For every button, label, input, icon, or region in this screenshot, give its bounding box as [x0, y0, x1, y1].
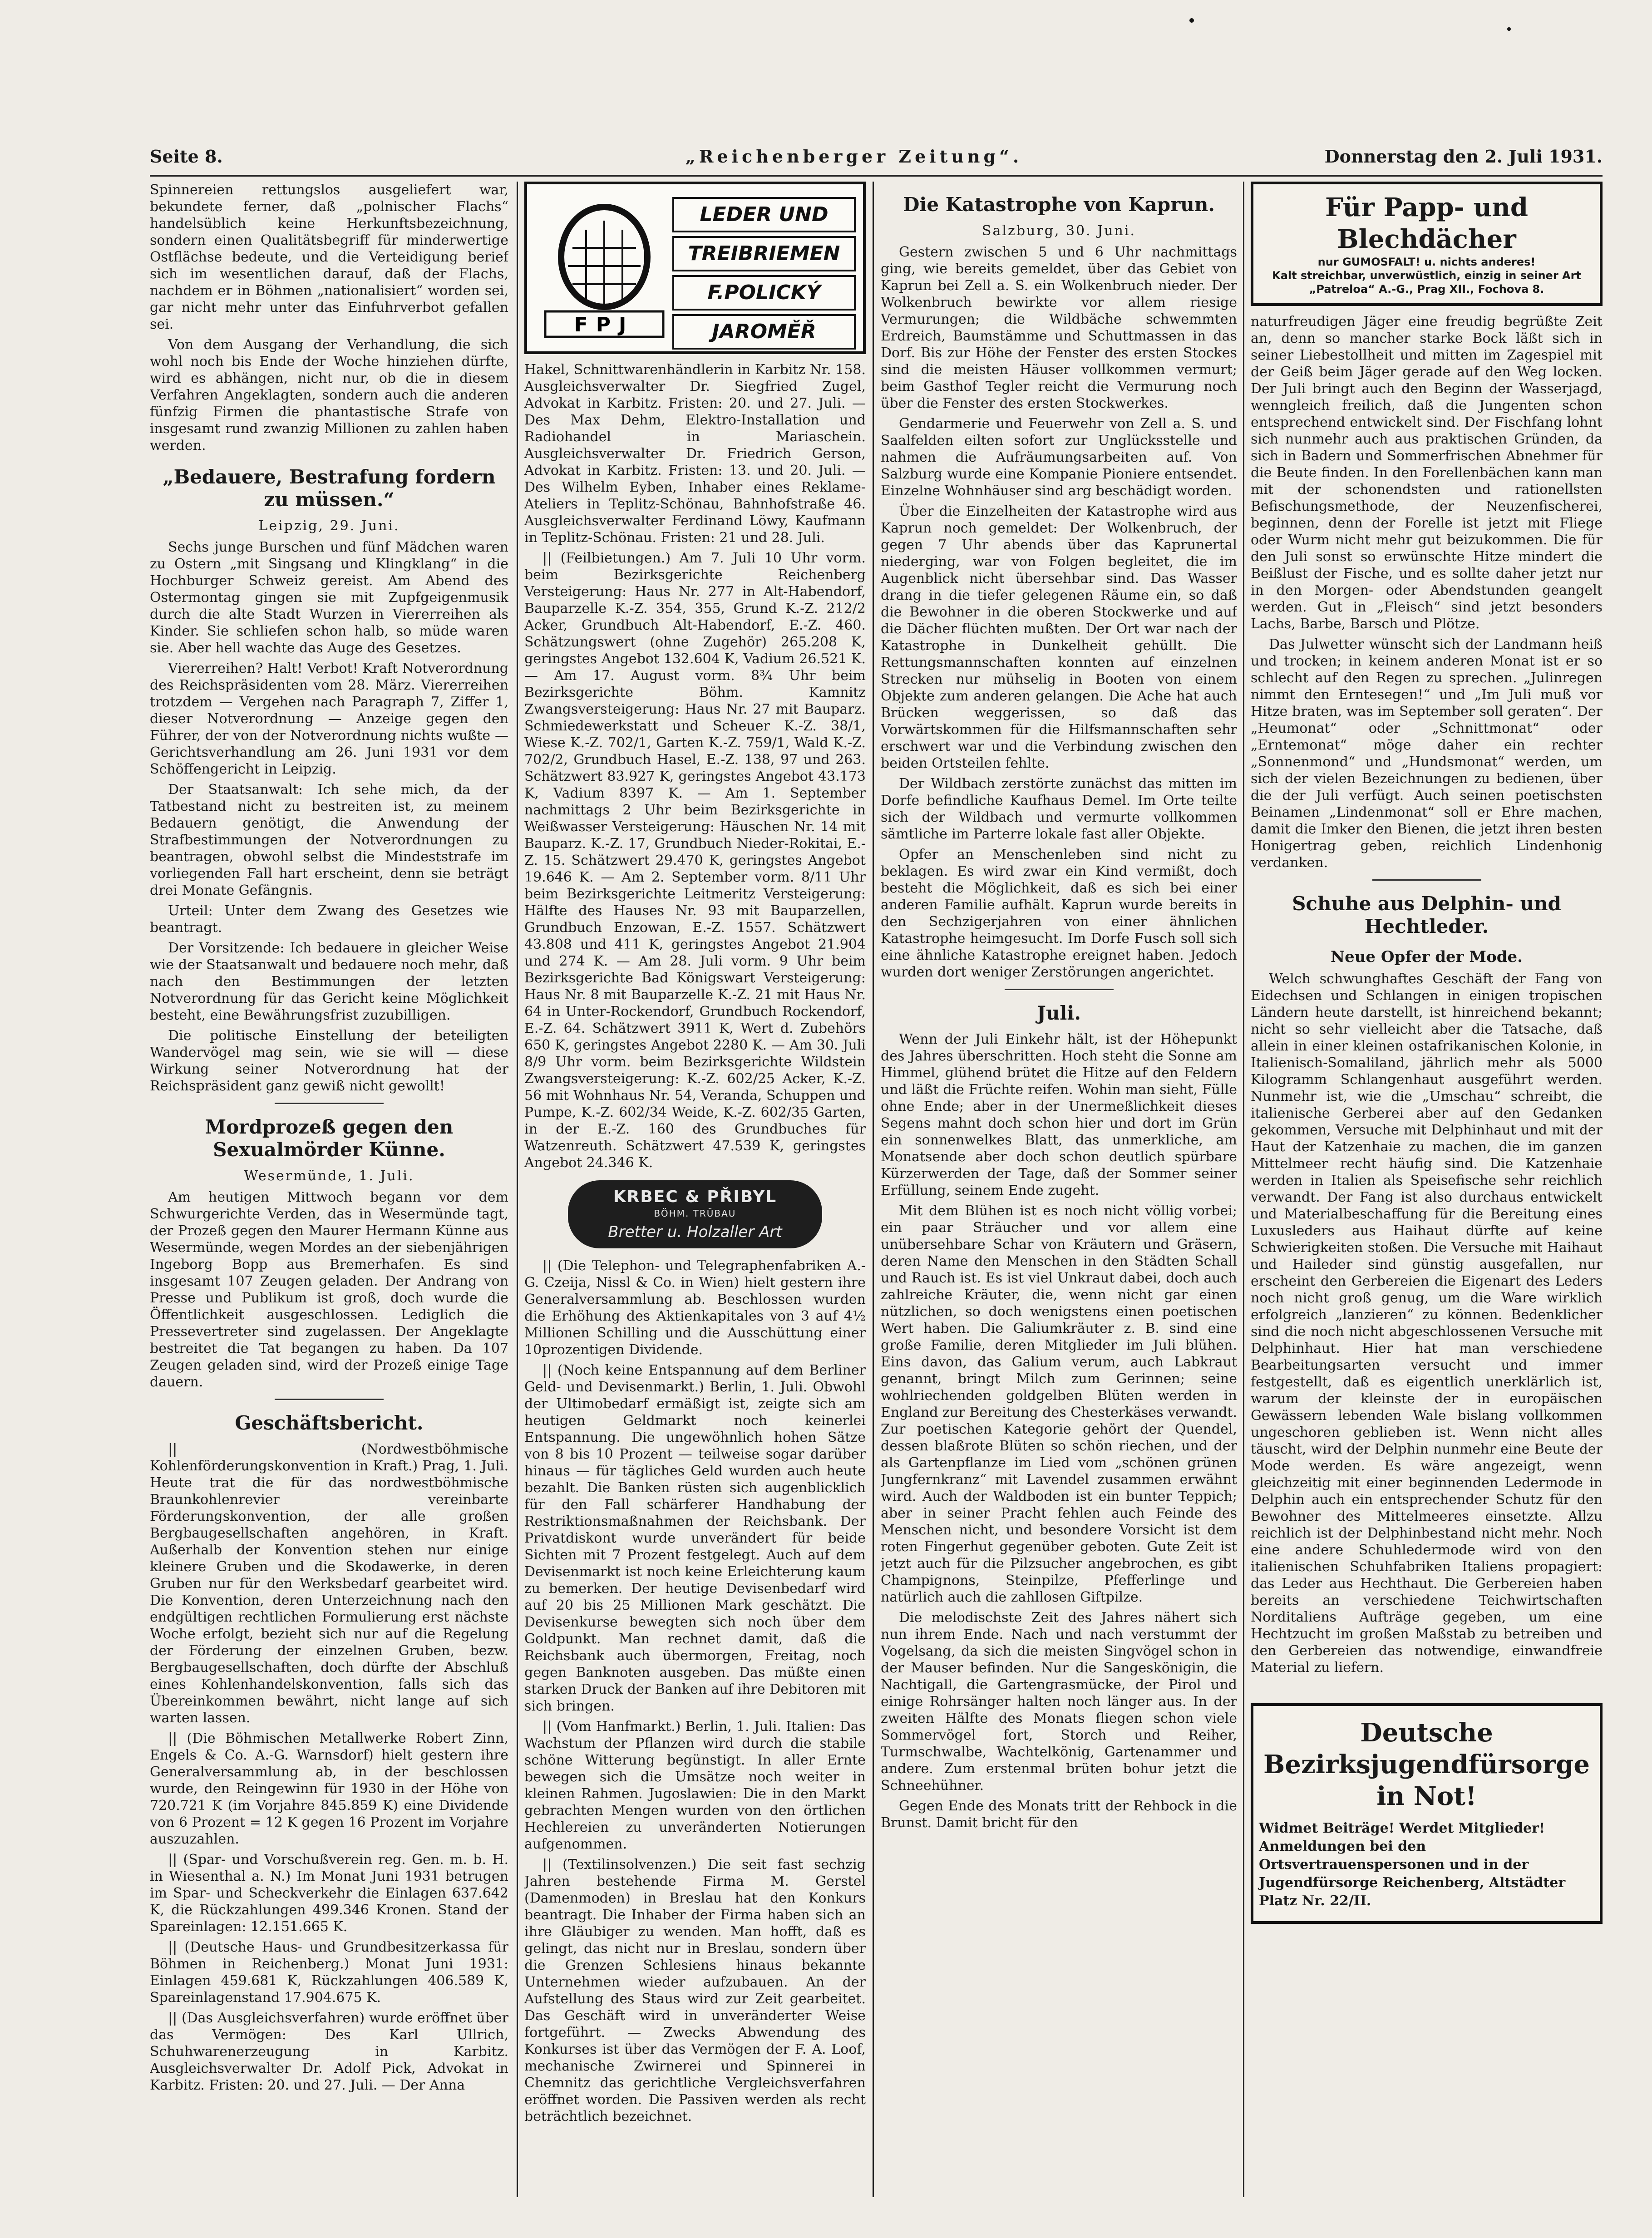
column-1: [150, 182, 508, 2197]
section-divider: [275, 1103, 384, 1104]
issue-date: Donnerstag den 2. Juli 1931.: [1324, 146, 1603, 167]
article-paragraph: Von dem Ausgang der Verhandlung, die sich wohl noch bis Ende der Woche hinziehen dürfte, wird es abhängen, nicht nur, ob die in diesem Verfahren Angeklagten, sondern auch die anderen fünfzig Firmen die phantastische Strafe von insgesamt rund zwanzig Millionen zu zahlen haben werden.: [150, 337, 508, 454]
column-3: [881, 182, 1237, 2197]
ad-line: TREIBRIEMEN: [672, 236, 856, 271]
headline-geschaeftsbericht: Geschäftsbericht.: [235, 1412, 424, 1434]
business-note: || (Die Telephon- und Telegraphenfabriken A.-G. Czeija, Nissl & Co. in Wien) hielt gestern ihre Generalversammlung ab. Beschlossen wurden die Erhöhung des Aktienkapitales von 3 auf 4½ Millionen Schilling und die Ausschüttung einer 10prozentigen Dividende.: [524, 1258, 866, 1358]
article-paragraph: Spinnereien rettungslos ausgeliefert war, bekundete ferner, daß „polnischer Flachs“ handelsüblich keine Herkunftsbezeichnung, sondern einen Qualitätsbegriff für minderwertige Ostflächse bedeute, und die Verteidigung berief sich im wesentlichen darauf, daß der Flachs, nachdem er in Böhmen „nationalisiert“ worden sei, gar nicht mehr unter das Einfuhrverbot gefallen sei.: [150, 182, 508, 332]
page-number: Seite 8.: [150, 146, 223, 167]
business-note: || (Die Böhmischen Metallwerke Robert Zinn, Engels & Co. A.-G. Warnsdorf) hielt gestern ihre Generalversammlung ab, in der beschlossen wurde, den Reingewinn für 1930 in der Höhe von 720.721 K (im Vorjahre 845.859 K) eine Dividende von 6 Prozent = 12 K gegen 16 Prozent im Vorjahre auszuzahlen.: [150, 1730, 508, 1847]
dateline: Wesermünde, 1. Juli.: [244, 1168, 414, 1184]
newspaper-title: „Reichenberger Zeitung“.: [685, 146, 1023, 167]
article-paragraph: Gegen Ende des Monats tritt der Rehbock in die Brunst. Damit bricht für den: [881, 1798, 1237, 1831]
section-divider: [1005, 989, 1114, 990]
article-paragraph: Die melodischste Zeit des Jahres nähert sich nun ihrem Ende. Nach und nach verstummt der Vogelsang, da sich die meisten Singvögel schon in der Mauser befinden. Nur die Sangeskönigin, die Nachtigall, die Gartengrasmücke, der Pirol und einige Rohrsänger halten noch länger aus. In der zweiten Hälfte des Monats fliegen schon viele Sommervögel fort, Storch und Reiher, Turmschwalbe, Wachtelkönig, Gartenammer und andere. Zum erstenmal brüten bohur jetzt die Schneehühner.: [881, 1610, 1237, 1794]
business-note: Hakel, Schnittwarenhändlerin in Karbitz Nr. 158. Ausgleichsverwalter Dr. Siegfried Zugel, Advokat in Karbitz. Fristen: 20. und 27. Juli. — Des Max Dehm, Elektro-Installation und Radiohandel in Mariaschein. Ausgleichsverwalter Dr. Friedrich Gerson, Advokat in Karbitz. Fristen: 13. und 20. Juli. — Des Wilhelm Eyben, Inhaber eines Reklame-Ateliers in Teplitz-Schönau, Bahnhofstraße 46. Ausgleichsverwalter Ferdinand Löwy, Kaufmann in Teplitz-Schönau. Fristen: 21 und 28. Juli.: [524, 362, 866, 546]
article-paragraph: naturfreudigen Jäger eine freudig begrüßte Zeit an, denn so mancher starke Bock läßt sich in seiner Liebestollheit und mitten im Zagespiel mit der Geiß beim Jäger gerade auf den Weg locken. Der Juli bringt auch den Beginn der Wasserjagd, wenngleich freilich, daß die Jungenten schon entsprechend entwickelt sind. Der Fischfang lohnt sich nunmehr auch aus praktischen Gründen, da sich in Badern und Sommerfrischen Abnehmer für die Beute finden. In den Forellenbächen kann man mit der schonendsten und rationellsten Befischungsmethode, der Neuzenfischerei, beginnen, denn der Forelle ist jetzt mit Fliege oder Wurm nicht mehr gut beizukommen. Die für den Juli sonst so erwünschte Hitze mindert die Beißlust der Fische, und es sollte daher jetzt nur in den Morgen- oder Abendstunden geangelt werden. Gut in „Fleisch“ sind jetzt besonders Lachs, Barbe, Barsch und Plötze.: [1251, 314, 1603, 632]
article-paragraph: Gestern zwischen 5 und 6 Uhr nachmittags ging, wie bereits gemeldet, über das Gebiet von Kaprun bei Zell a. S. ein Wolkenbruch nieder. Der Wolkenbruch bewirkte vor allem riesige Vermurungen; die Wildbäche schwemmten Erdreich, Baumstämme und Schuttmassen in das Dorf. Bis zur Höhe der Fenster des ersten Stockes sind die meisten Häuser vollkommen vermurt; beim Gasthof Tegler reicht die Vermurung noch über die Fenster des ersten Stockwerkes.: [881, 244, 1237, 411]
section-divider: [1372, 879, 1481, 881]
article-paragraph: Der Staatsanwalt: Ich sehe mich, da der Tatbestand nicht zu bestreiten ist, zu meinem Bedauern genötigt, die Anwendung der Strafbestimmungen der Notverordnungen zu beantragen, obwohl selbst die Mindeststrafe im vorliegenden Fall hart erscheint, denn sie beträgt drei Monate Gefängnis.: [150, 782, 508, 898]
scan-speck: [1507, 27, 1511, 31]
headline-juli: Juli.: [1037, 1002, 1081, 1024]
ad-line: nur GUMOSFALT! u. nichts anderes!: [1317, 256, 1536, 268]
business-note: || (Feilbietungen.) Am 7. Juli 10 Uhr vorm. beim Bezirksgerichte Reichenberg Versteigerung: Haus Nr. 277 in Alt-Habendorf, Bauparzelle K.-Z. 354, 355, Grund K.-Z. 212/2 Acker, Grundbuch Alt-Habendorf, E.-Z. 460. Schätzungswert (ohne Zugehör) 265.208 K, geringstes Angebot 132.604 K, Vadium 26.521 K. — Am 17. August vorm. 8¾ Uhr beim Bezirksgerichte Böhm. Kamnitz Zwangsversteigerung: Haus Nr. 27 mit Bauparz. Schmiedewerkstatt und Scheuer K.-Z. 38/1, Wiese K.-Z. 702/1, Garten K.-Z. 759/1, Wald K.-Z. 702/2, Grundbuch Hasel, E.-Z. 138, 97 und 263. Schätzwert 83.927 K, geringstes Angebot 43.173 K, Vadium 8397 K. — Am 1. September nachmittags 2 Uhr beim Bezirksgerichte in Weißwasser Versteigerung: Häuschen Nr. 14 mit Bauparz. K.-Z. 17, Grundbuch Nieder-Rokitai, E.-Z. 15. Schätzwert 29.470 K, geringstes Angebot 19.646 K. — Am 2. September vorm. 8/11 Uhr beim Bezirksgerichte Leitmeritz Versteigerung: Hälfte des Hauses Nr. 93 mit Bauparzellen, Grundbuch Enzowan, E.-Z. 1557. Schätzwert 43.808 und 411 K, geringstes Angebot 21.904 und 274 K. — Am 28. Juli vorm. 9 Uhr beim Bezirksgerichte Bad Königswart Versteigerung: Haus Nr. 8 mit Bauparzelle K.-Z. 21 mit Haus Nr. 64 in Unter-Rockendorf, Grundbuch Rockendorf, E.-Z. 64. Schätzwert 3911 K, Wert d. Zubehörs 650 K, geringstes Angebot 2280 K. — Am 30. Juli 8/9 Uhr vorm. beim Bezirksgerichte Wildstein Zwangsversteigerung: K.-Z. 602/25 Acker, K.-Z. 56 mit Wohnhaus Nr. 54, Veranda, Schuppen und Pumpe, K.-Z. 602/34 Weide, K.-Z. 602/35 Garten, in der E.-Z. 160 des Grundbuches für Watzenreuth. Schätzwert 47.539 K, geringstes Angebot 24.346 K.: [524, 550, 866, 1171]
ad-tagline: Bretter u. Holzaller Art: [608, 1223, 782, 1241]
column-4: [1251, 182, 1603, 2197]
advertisement-jugendfuersorge: [1251, 1703, 1603, 1924]
article-paragraph: Das Julwetter wünscht sich der Landmann heiß und trocken; in keinem anderen Monat ist er so schlecht auf den Regen zu sprechen. „Julinregen nimmt den Erntesegen!“ und „Im Juli muß vor Hitze braten, was im September soll geraten“. Der „Heumonat“ oder „Schnittmonat“ oder „Erntemonat“ möge daher ein rechter „Sonnenmond“ und „Hundsmonat“ werden, um sich der vielen Bezeichnungen zu bedienen, über die der Juli verfügt. Auch seinen poetischsten Beinamen „Lindenmonat“ soll er Ehre machen, damit die Imker den Bienen, die jetzt ihren besten Honigertrag geben, reichlich Lindenhonig verdanken.: [1251, 636, 1603, 871]
headline-mordprozess: Mordprozeß gegen den Sexualmörder Künne.: [205, 1116, 454, 1161]
masthead: [150, 146, 1603, 173]
article-paragraph: Urteil: Unter dem Zwang des Gesetzes wie beantragt.: [150, 903, 508, 936]
column-divider-1: [517, 182, 518, 2197]
article-paragraph: Gendarmerie und Feuerwehr von Zell a. S. und Saalfelden eilten sofort zur Unglücksstelle und nahmen die Aufräumungsarbeiten auf. Von Salzburg wurde eine Kompanie Pioniere entsendet. Einzelne Wohnhäuser sind arg beschädigt worden.: [881, 416, 1237, 499]
ad-line: F.POLICKÝ: [672, 275, 856, 311]
dateline: Salzburg, 30. Juni.: [981, 223, 1136, 239]
advertisement-krbec-pribyl: [568, 1180, 822, 1248]
article-paragraph: Die politische Einstellung der beteiligten Wandervögel mag sein, wie sie will — diese Wirkung seiner Notverordnung hat der Reichspräsident ganz gewiß nicht gewollt!: [150, 1028, 508, 1094]
ad-line: LEDER UND: [672, 197, 856, 232]
ad-line: JAROMĚŘ: [672, 314, 856, 350]
business-note: || (Das Ausgleichsverfahren) wurde eröffnet über das Vermögen: Des Karl Ullrich, Schuhwarenerzeugung in Karbitz. Ausgleichsverwalter Dr. Adolf Pick, Advokat in Karbitz. Fristen: 20. und 27. Juli. — Der Anna: [150, 2010, 508, 2093]
business-note: || (Vom Hanfmarkt.) Berlin, 1. Juli. Italien: Das Wachstum der Pflanzen wird durch die stabile schöne Witterung begünstigt. In aller Ernte bewegen sich die Umsätze noch weiter in kleinen Rahmen. Jugoslawien: Die in den Markt gebrachten Mengen wurden von den örtlichen Hechlereien zu unveränderten Notierungen aufgenommen.: [524, 1719, 866, 1852]
article-paragraph: Mit dem Blühen ist es noch nicht völlig vorbei; ein paar Sträucher und vor allem eine unübersehbare Schar von Kräutern und Gräsern, deren Name den Menschen in den Städten Schall und Rauch ist. Es ist viel Unkraut dabei, doch auch zahlreiche Kräuter, die, wenn nicht gar einen nützlichen, so doch wenigstens einen poetischen Wert haben. Die Galiumkräuter z. B. sind eine große Familie, deren Mitglieder im Juli blühen. Eins davon, das Galium verum, auch Labkraut genannt, bringt Milch zum Gerinnen; seine wohlriechenden goldgelben Blüten werden in England zur Bereitung des Chesterkäses verwandt. Zur poetischen Kategorie gehört der Quendel, dessen blaßrote Blüten so schön riechen, und der als Gartenpflanze im Lied vom „schönen grünen Jungfernkranz“ mit Lavendel zusammen erwähnt wird. Auch der Waldboden ist ein bunter Teppich; aber in seiner Pracht fehlen auch Feinde des Menschen nicht, und besondere Vorsicht ist dem roten Fingerhut gegenüber geboten. Gute Zeit ist jetzt auch für die Pilzsucher angebrochen, es gibt Champignons, Steinpilze, Pfefferlinge und natürlich auch die zahllosen Giftpilze.: [881, 1203, 1237, 1605]
article-paragraph: Opfer an Menschenleben sind nicht zu beklagen. Es wird zwar ein Kind vermißt, doch besteht die Möglichkeit, daß es sich bei einer anderen Familie aufhält. Kaprun wurde bereits in den Sechzigerjahren von einer ähnlichen Katastrophe heimgesucht. Im Dorfe Fusch soll sich eine ähnliche Katastrophe ereignet haben. Jedoch wurden dort weniger Zerstörungen angerichtet.: [881, 847, 1237, 980]
subheadline-schuhe: Neue Opfer der Mode.: [1330, 948, 1523, 966]
column-divider-2: [873, 182, 874, 2197]
ad-line: Kalt streichbar, unverwüstlich, einzig in seiner Art: [1272, 269, 1581, 282]
article-paragraph: Viererreihen? Halt! Verbot! Kraft Notverordnung des Reichspräsidenten vom 28. März. Viererreihen trotzdem — Vergehen nach Paragraph 7, Ziffer 1, dieser Notverordnung — Anzeige gegen den Führer, der von der Notverordnung nichts wußte — Gerichtsverhandlung am 26. Juni 1931 vor dem Schöffengericht in Leipzig.: [150, 661, 508, 777]
advertisement-papp-blechdaecher: [1251, 182, 1603, 306]
ad-lines: [672, 193, 856, 353]
logo-text: FPJ: [574, 313, 635, 336]
headline-bedauere: „Bedauere, Bestrafung fordern zu müssen.“: [163, 466, 496, 511]
ad-body: Widmet Beiträge! Werdet Mitglieder! Anmeldungen bei den Ortsvertrauenspersonen und in der Jugendfürsorge Reichenberg, Altstädter Platz Nr. 22/II.: [1259, 1820, 1566, 1909]
article-paragraph: Wenn der Juli Einkehr hält, ist der Höhepunkt des Jahres überschritten. Hoch steht die Sonne am Himmel, glühend brütet die Hitze auf den Feldern und läßt die Früchte reifen. Wohin man sieht, Fülle ohne Ende; aber in der Unermeßlichkeit dieses Segens mahnt doch schon hier und dort im Grün ein sonnenwelkes Blatt, das unmerkliche, am Monatsende aber doch schon deutlich spürbare Kürzerwerden der Tage, daß der Sommer seiner Erfüllung, seinem Ende zugeht.: [881, 1031, 1237, 1198]
ad-subline: BÖHM. TRÜBAU: [654, 1208, 736, 1219]
business-note: || (Textilinsolvenzen.) Die seit fast sechzig Jahren bestehende Firma M. Gerstel (Damenmoden) in Breslau hat den Konkurs beantragt. Die Inhaber der Firma haben sich an ihre Gläubiger zu wenden. Man hofft, daß es gelingt, das nicht nur in Breslau, sondern über die Grenzen Schlesiens hinaus bekannte Unternehmen wieder aufzubauen. An der Aufstellung des Staus wird zur Zeit gearbeitet. Das Geschäft wird in unveränderter Weise fortgeführt. — Zwecks Abwendung des Konkurses ist über das Vermögen der F. A. Loof, mechanische Zwirnerei und Spinnerei in Chemnitz das gerichtliche Vergleichsverfahren eröffnet worden. Die Passiven werden als recht beträchtlich bezeichnet.: [524, 1857, 866, 2125]
article-paragraph: Der Vorsitzende: Ich bedauere in gleicher Weise wie der Staatsanwalt und bedauere noch mehr, daß nach den Bestimmungen der letzten Notverordnung für das Gericht keine Möglichkeit besteht, eine Bewährungsfrist zuzubilligen.: [150, 940, 508, 1023]
article-paragraph: Welch schwunghaftes Geschäft der Fang von Eidechsen und Schlangen in einigen tropischen Ländern heute darstellt, ist hinreichend bekannt; nicht so sehr vielleicht aber die Tatsache, daß allein in einer kleinen ostafrikanischen Kolonie, in Italienisch-Somaliland, jährlich mehr als 5000 Kilogramm Schlangenhaut ausgeführt werden. Nunmehr ist, wie die „Umschau“ schreibt, die italienische Gerberei aber auf den Gedanken gekommen, Versuche mit Delphinhaut und mit der Haut der Katzenhaie zu machen, die im ganzen Mittelmeer recht häufig sind. Die Katzenhaie werden in Italien als Speisefische sehr reichlich verwandt. Der Fang ist also durchaus entwickelt und Materialbeschaffung für die Bereitung eines Luxusleders aus Haihaut dürfte auf keine Schwierigkeiten stoßen. Die Versuche mit Haihaut und Haileder sind günstig ausgefallen, nur erscheint den Gerbereien die Eigenart des Leders noch nicht groß genug, um die Ware wirklich erfolgreich „lanzieren“ zu können. Bedenklicher sind die noch nicht abgeschlossenen Versuche mit Delphinhaut. Hier hat man verschiedene Bearbeitungsarten versucht und immer festgestellt, daß es eigentlich unerklärlich ist, warum der kleinste der in europäischen Gewässern lebenden Wale bislang vollkommen ungeschoren geblieben ist. Wenn nicht alles täuscht, wird der Delphin nunmehr eine Beute der Mode werden. Es wäre angezeigt, wenn gleichzeitig mit einer beginnenden Ledermode in Delphin auch ein entsprechender Schutz für den Bewohner des Mittelmeeres einsetzte. Allzu reichlich ist der Delphinbestand nicht mehr. Noch eine andere Schuhledermode wird von den italienischen Schuhfabriken Italiens propagiert: das Leder aus Hechthaut. Die Gerbereien haben bereits an verschiedene Teichwirtschaften Norditaliens Aufträge gegeben, um eine Hechtzucht im großen Maßstab zu betreiben und den Gerbereien das notwendige, einwandfreie Material zu liefern.: [1251, 971, 1603, 1676]
business-note: || (Nordwestböhmische Kohlenförderungskonvention in Kraft.) Prag, 1. Juli. Heute trat die für das nordwestböhmische Braunkohlenrevier vereinbarte Förderungskonvention, der alle großen Bergbaugesellschaften angehören, in Kraft. Außerhalb der Konvention stehen nur einige kleinere Gruben und die Skodawerke, in deren Gruben nur für den Werksbedarf gearbeitet wird. Die Konvention, deren Unterzeichnung nach den endgültigen rechtlichen Formulierung erst nächste Woche erfolgt, bezieht sich nur auf die Regelung der Förderung der einzelnen Gruben, bezw. Bergbaugesellschaften, doch dürfte der Abschluß eines Kohlenhandelskonvention, falls sich das Übereinkommen bewährt, nicht lange auf sich warten lassen.: [150, 1441, 508, 1726]
advertisement-leder-treibriemen: [524, 182, 866, 354]
article-paragraph: Über die Einzelheiten der Katastrophe wird aus Kaprun noch gemeldet: Der Wolkenbruch, der gegen 7 Uhr abends über das Kaprunertal niederging, war von Folgen begleitet, die im Augenblick nicht übersehbar sind. Das Wasser drang in die tiefer gelegenen Räume ein, so daß die Bewohner in die oberen Stockwerke und auf die Dächer flüchten mußten. Der Ort war nach der Katastrophe in Dunkelheit gehüllt. Die Rettungsmannschaften konnten auf einzelnen Strecken nur mühselig in Booten von einem Objekte zum anderen gelangen. Die Ache hat auch Brücken weggerissen, so daß das Vorwärtskommen für die Hilfsmannschaften sehr erschwert war und die Verbindung zwischen den beiden Ortsteilen fehlte.: [881, 503, 1237, 771]
business-note: || (Spar- und Vorschußverein reg. Gen. m. b. H. in Wiesenthal a. N.) Im Monat Juni 1931 betrugen im Spar- und Scheckverkehr die Einlagen 637.642 K, die Rückzahlungen 499.346 Kronen. Stand der Spareinlagen: 12.151.665 K.: [150, 1852, 508, 1935]
dateline: Leipzig, 29. Juni.: [258, 518, 400, 534]
ad-name: KRBEC & PŘIBYL: [613, 1188, 777, 1206]
article-paragraph: Sechs junge Burschen und fünf Mädchen waren zu Ostern „mit Singsang und Klingklang“ in die Hochburger Schweiz gereist. Am Abend des Ostermontag gingen sie mit Zupfgeigenmusik durch die alte Stadt Wurzen in Viererreihen als Kinder. Sie schliefen schon halb, so müde waren sie. Aber hell wachte das Auge des Gesetzes.: [150, 539, 508, 656]
headline-schuhe: Schuhe aus Delphin- und Hechtleder.: [1292, 892, 1561, 937]
masthead-rule: [150, 175, 1603, 177]
business-note: || (Deutsche Haus- und Grundbesitzerkassa für Böhmen in Reichenberg.) Monat Juni 1931: Einlagen 459.681 K, Rückzahlungen 406.589 K, Spareinlagenstand 17.904.675 K.: [150, 1939, 508, 2006]
column-divider-3: [1243, 182, 1244, 2197]
ad-title: Für Papp- und Blechdächer: [1325, 192, 1528, 254]
article-paragraph: Der Wildbach zerstörte zunächst das mitten im Dorfe befindliche Kaufhaus Demel. Im Orte teilte sich der Wildbach und vermurte vollkommen sämtliche im Parterre lokale fast aller Objekte.: [881, 776, 1237, 842]
headline-kaprun: Die Katastrophe von Kaprun.: [903, 193, 1215, 216]
ad-line: „Patreloa“ A.-G., Prag XII., Fochova 8.: [1309, 283, 1544, 296]
ad-title: Deutsche Bezirksjugendfürsorge in Not!: [1263, 1718, 1590, 1811]
scan-speck: [1189, 18, 1194, 23]
business-note: || (Noch keine Entspannung auf dem Berliner Geld- und Devisenmarkt.) Berlin, 1. Juli. Obwohl der Ultimobedarf ermäßigt ist, zeigte sich am heutigen Geldmarkt noch keinerlei Entspannung. Die ungewöhnlich hohen Sätze von 8 bis 10 Prozent — teilweise sogar darüber hinaus — für tägliches Geld wurden auch heute bezahlt. Die Banken rüsten sich augenblicklich für den Fall schärferer Handhabung der Restriktionsmaßnahmen der Reichsbank. Der Privatdiskont wurde unverändert für beide Sichten mit 7 Prozent festgelegt. Auch auf dem Devisenmarkt ist noch keine Erleichterung kaum zu bemerken. Der heutige Devisenbedarf wird auf 20 bis 25 Millionen Mark geschätzt. Die Devisenkurse bewegten sich noch über dem Goldpunkt. Man rechnet damit, daß die Reichsbank auch übermorgen, Freitag, noch gegen Banknoten ausgeben. Das müßte einen starken Druck der Banken auf ihre Debitoren mit sich bringen.: [524, 1362, 866, 1714]
emblem-fpj-icon: [541, 202, 668, 339]
article-paragraph: Am heutigen Mittwoch begann vor dem Schwurgerichte Verden, das in Wesermünde tagt, der Prozeß gegen den Maurer Hermann Künne aus Wesermünde, wegen Mordes an der siebenjährigen Ingeborg Bopp aus Bremerhafen. Es sind insgesamt 107 Zeugen geladen. Der Andrang von Presse und Publikum ist groß, doch wurde die Öffentlichkeit ausgeschlossen. Lediglich die Pressevertreter sind zugelassen. Der Angeklagte bestreitet die Tat begangen zu haben. Da 107 Zeugen geladen sind, wird der Prozeß einige Tage dauern.: [150, 1189, 508, 1390]
column-2: [524, 182, 866, 2197]
section-divider: [275, 1399, 384, 1400]
